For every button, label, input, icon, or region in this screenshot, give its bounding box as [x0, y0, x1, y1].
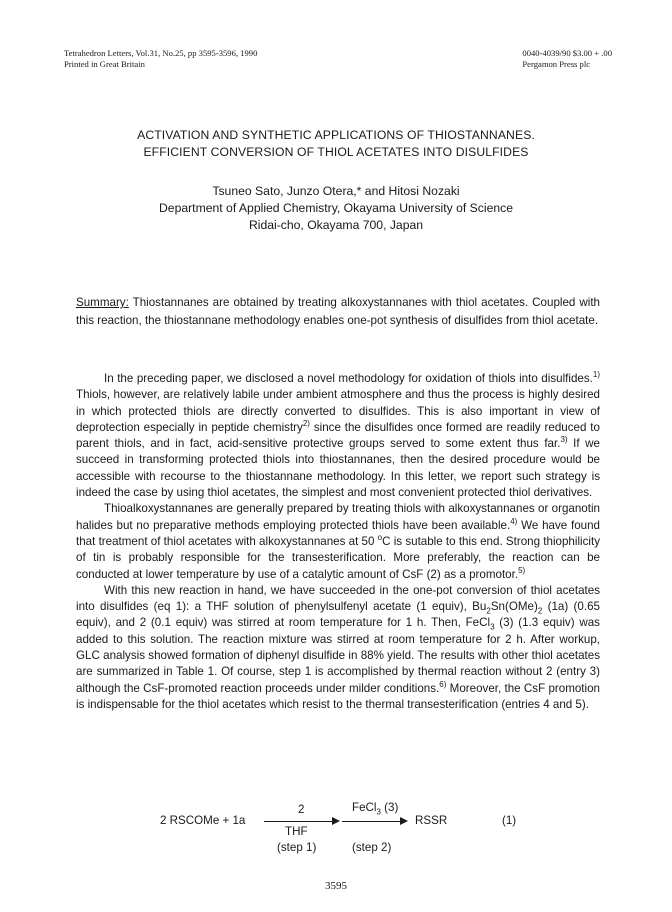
journal-citation: [64, 48, 257, 70]
subscript-bu2: 2: [486, 606, 491, 616]
reaction-arrow-1: [264, 821, 334, 822]
p3-text-e: Moreover, the CsF promotion is indispensable for the thiol acetates which resist to the thermal transesterification (entries 4 and 5).: [76, 681, 600, 711]
arrow-1-head-icon: [332, 817, 340, 825]
p3-text-b: Sn(OMe): [490, 600, 538, 614]
ref-2: 2): [302, 419, 310, 429]
equation-1: [146, 803, 566, 863]
author-block: [0, 183, 672, 234]
citation-line: Tetrahedron Letters, Vol.31, No.25, pp 3595-3596, 1990: [64, 48, 258, 58]
equation-product: RSSR: [415, 814, 448, 827]
arrow-1-solvent: THF: [285, 825, 308, 838]
summary: [76, 294, 600, 329]
summary-label: Summary:: [76, 296, 129, 309]
paragraph-3: [76, 583, 600, 713]
p1-text-c: since the disulfides once formed are readily reduced to parent thiols, and in fact, acid-sensitive protective groups served to some extent thus far.: [76, 420, 600, 451]
degree-sign: o: [377, 533, 383, 543]
p1-text-b: Thiols, however, are relatively labile under ambient atmosphere and thus the process is highly desired in which protected thiols are directly converted to disulfides. This is also important in view of deprotection especially in peptide chemistry: [76, 388, 600, 434]
p2-text-a: Thioalkoxystannanes are generally prepared by treating thiols with alkoxystannanes or organotin halides but no preparative methods employing protected thiols have been available.: [76, 502, 600, 532]
page-number: 3595: [325, 880, 347, 892]
p1-text-d: If we succeed in transforming protected thiols into thiostannanes, then the desired procedure would be accessible with recourse to the thiostannane methodology. In this letter, we report such strategy is indeed the case by using thiol acetates, the simplest and most convenient protected thiol derivatives.: [76, 437, 600, 500]
author-names: Tsuneo Sato, Junzo Otera,* and Hitosi Nozaki: [212, 184, 460, 198]
publisher-line: Pergamon Press plc: [522, 59, 591, 69]
issn-price-line: 0040-4039/90 $3.00 + .00: [522, 48, 612, 58]
fecl3-subscript: 3: [376, 807, 381, 817]
ref-5: 5): [518, 565, 526, 575]
ref-1: 1): [592, 370, 600, 380]
p1-text-a: In the preceding paper, we disclosed a novel methodology for oxidation of thiols into disulfides.: [104, 372, 593, 385]
reaction-arrow-2: [342, 821, 402, 822]
p2-text-c: C is sutable to this end. Strong thiophilicity of tin is probably responsible for the transesterification. More preferably, the reaction can be conducted at lower temperature by use of a catalytic amount of CsF (2) as a promotor.: [76, 534, 600, 581]
article-body: [76, 371, 600, 713]
fecl-text: FeCl: [352, 801, 377, 814]
arrow-1-reagent: 2: [298, 803, 305, 816]
article-title: [0, 127, 672, 161]
equation-reactants: 2 RSCOMe + 1a: [160, 814, 246, 827]
title-line-2: EFFICIENT CONVERSION OF THIOL ACETATES INTO DISULFIDES: [143, 145, 529, 159]
title-line-1: ACTIVATION AND SYNTHETIC APPLICATIONS OF THIOSTANNANES.: [137, 128, 535, 142]
subscript-ome2: 2: [537, 606, 543, 616]
step-2-label: (step 2): [352, 841, 392, 854]
arrow-2-head-icon: [400, 817, 408, 825]
p3-text-a: With this new reaction in hand, we have succeeded in the one-pot conversion of thiol acetates into disulfides (eq 1): a THF solution of phenylsulfenyl acetate (1 equiv), Bu: [76, 583, 600, 614]
ref-6: 6): [439, 679, 447, 689]
paragraph-1: [76, 371, 600, 501]
fecl3-label: (3): [380, 801, 399, 814]
equation-number: (1): [502, 814, 517, 827]
subscript-fecl3: 3: [490, 622, 495, 632]
ref-4: 4): [510, 516, 518, 526]
author-address: Ridai-cho, Okayama 700, Japan: [248, 218, 424, 232]
p2-text-b: We have found that treatment of thiol acetates with alkoxystannanes at 50: [76, 518, 601, 548]
arrow-2-reagent: [352, 801, 399, 817]
step-1-label: (step 1): [277, 841, 317, 854]
printed-in-line: Printed in Great Britain: [64, 59, 145, 69]
p3-text-d: (3) (1.3 equiv) was added to this solution. The reaction mixture was stirred at room temperature for 2 h. After workup, GLC analysis showed formation of diphenyl disulfide in 88% yield. The results with other thiol acetates are summarized in Table 1. Of course, step 1 is accomplished by thermal reaction without 2 (entry 3) although the CsF-promoted reaction proceeds under milder conditions.: [76, 616, 600, 695]
ref-3: 3): [560, 435, 568, 445]
price-code: [522, 48, 612, 70]
paragraph-2: [76, 501, 600, 582]
author-affiliation: Department of Applied Chemistry, Okayama University of Science: [158, 201, 514, 215]
p3-text-c: (1a) (0.65 equiv), and 2 (0.1 equiv) was stirred at room temperature for 1 h. Then, FeCl: [76, 600, 600, 630]
summary-text: Thiostannanes are obtained by treating alkoxystannanes with thiol acetates. Coupled with this reaction, the thiostannane methodology enables one-pot synthesis of disulfides from thiol acetate.: [76, 296, 600, 327]
